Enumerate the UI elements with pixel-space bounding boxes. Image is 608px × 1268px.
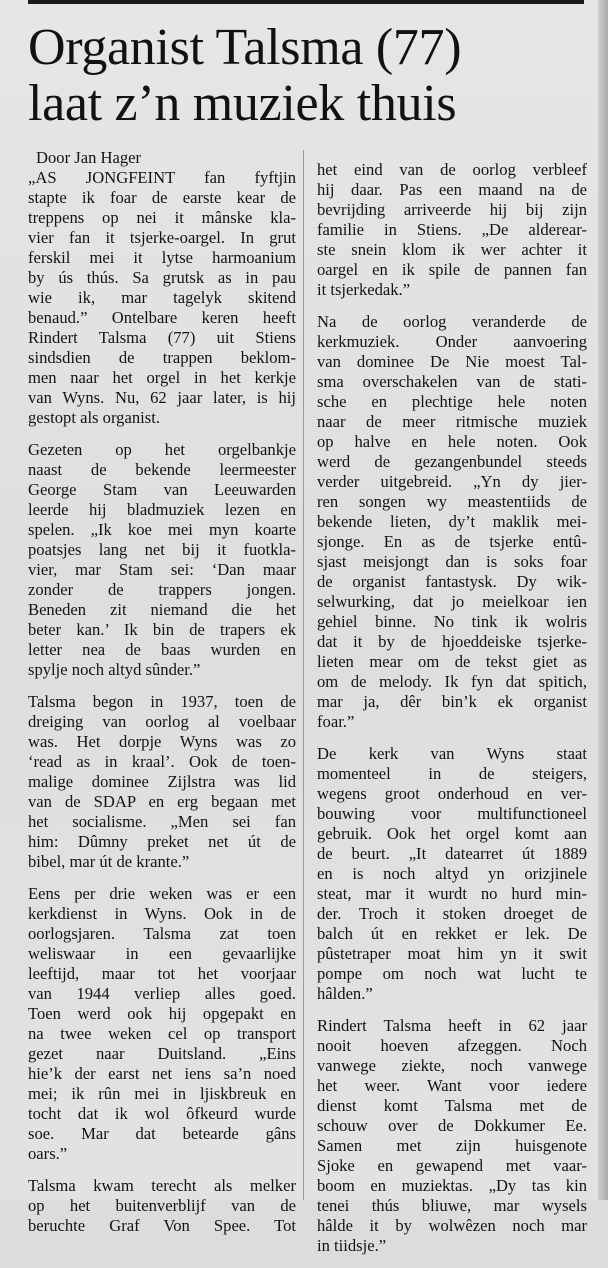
text-line: gestopt als organist.: [28, 408, 160, 427]
text-line: het eind van de oorlog verbleef: [317, 160, 587, 179]
text-line: him: Dûmny preket net út de: [28, 832, 296, 851]
text-line: om de melody. Ik fyn dat spitich,: [317, 672, 587, 691]
text-line: oars.”: [28, 1144, 68, 1163]
text-line: soe. Mar dat betearde gâns: [28, 1124, 296, 1143]
text-line: sjast meisjongt dan is soks foar: [317, 552, 587, 571]
column-divider: [303, 150, 304, 1200]
text-line: bekende lieten, dy’t maklik mei-: [317, 512, 587, 531]
byline: Door Jan Hager: [36, 148, 142, 167]
text-line: oorlogsjaren. Talsma zat toen: [28, 924, 296, 943]
text-line: oargel en ik spile de pannen fan: [317, 260, 587, 279]
text-line: de organist fantastysk. Dy wik-: [317, 572, 587, 591]
text-line: verder uitgebreid. „Yn dy jier-: [317, 472, 587, 491]
text-line: zonder de trappers jongen.: [28, 580, 296, 599]
text-line: hie’k der earst net iens sa’n noed: [28, 1064, 296, 1083]
paragraph: [28, 692, 296, 872]
text-line: in tiidsje.”: [317, 1236, 387, 1255]
text-line: Sjoke en gewapend met vaar-: [317, 1156, 587, 1175]
text-line: bibel, mar út de krante.”: [28, 852, 190, 871]
text-line: dienst komt Talsma met de: [317, 1096, 587, 1115]
text-line: hij daar. Pas een maand na de: [317, 180, 587, 199]
right-column: [317, 160, 587, 1268]
headline: [28, 20, 588, 132]
text-line: men naar het orgel in het kerkje: [28, 368, 296, 387]
text-line: hâlden.”: [317, 984, 373, 1003]
text-line: naast de bekende leermeester: [28, 460, 296, 479]
text-line: gebruik. Ook het orgel komt aan: [317, 824, 587, 843]
paragraph: [317, 1016, 587, 1256]
text-line: sindsdien de trappen beklom-: [28, 348, 296, 367]
headline-line-2: laat z’n muziek thuis: [28, 75, 457, 132]
text-line: vier, mar Stam sei: ‘Dan maar: [28, 560, 296, 579]
text-line: leeftijd, maar tot het voorjaar: [28, 964, 296, 983]
text-line: naar de meer ritmische muziek: [317, 412, 587, 431]
text-line: mar ja, dêr bin’k ek organist: [317, 692, 587, 711]
text-line: Talsma begon in 1937, toen de: [28, 692, 296, 711]
paragraph: [317, 160, 587, 300]
text-line: ‘read as in kraal’. Ook de toen-: [28, 752, 296, 771]
text-line: letter nea de baas wurden en: [28, 640, 296, 659]
text-line: ferskil mei it lytse harmoanium: [28, 248, 296, 267]
text-line: werd de gezangenbundel steeds: [317, 452, 587, 471]
text-line: spylje noch altyd sûnder.”: [28, 660, 201, 679]
paragraph: [28, 440, 296, 680]
text-line: gehiel binne. No tink ik wolris: [317, 612, 587, 631]
text-line: beruchte Graf Von Spee. Tot: [28, 1216, 296, 1235]
text-line: foar.”: [317, 712, 355, 731]
text-line: familie in Stiens. „De alderear-: [317, 220, 587, 239]
text-line: boom en muziektas. „Dy tas kin: [317, 1176, 587, 1195]
text-line: bevrijding arriveerde hij bij zijn: [317, 200, 587, 219]
text-line: kerkdienst in Wyns. Ook in de: [28, 904, 296, 923]
text-line: it tsjerkedak.”: [317, 280, 411, 299]
text-line: mei; ik rûn mei in ljiskbreuk en: [28, 1084, 296, 1103]
text-line: Samen met zijn huisgenote: [317, 1136, 587, 1155]
text-line: na twee weken cel op transport: [28, 1024, 296, 1043]
headline-line-1: Organist Talsma (77): [28, 19, 462, 76]
text-line: selwurking, dat jo meielkoar ien: [317, 592, 587, 611]
text-line: van de SDAP en erg begaan met: [28, 792, 296, 811]
text-line: „AS JONGFEINT fan fyftjin: [28, 168, 296, 187]
text-line: sche en plechtige hele noten: [317, 392, 587, 411]
text-line: spelen. „Ik koe mei myn koarte: [28, 520, 296, 539]
text-line: wegens groot onderhoud en ver-: [317, 784, 587, 803]
text-line: Na de oorlog veranderde de: [317, 312, 587, 331]
clipping-edge: [598, 0, 608, 1200]
text-line: Talsma kwam terecht als melker: [28, 1176, 296, 1195]
text-line: tocht dat ik wol ôfkeurd wurde: [28, 1104, 296, 1123]
text-line: Beneden zit niemand die het: [28, 600, 296, 619]
paragraph: [28, 884, 296, 1164]
text-line: poatsjes lang net bij it fuotkla-: [28, 540, 296, 559]
text-line: by ús thús. Sa grutsk as in pau: [28, 268, 296, 287]
text-line: malige dominee Zijlstra was lid: [28, 772, 296, 791]
text-line: sma overschakelen van de stati-: [317, 372, 587, 391]
left-column: [28, 148, 296, 1235]
text-line: van dominee De Nie moest Tal-: [317, 352, 587, 371]
text-line: balch út en rekket er lek. De: [317, 924, 587, 943]
text-line: nooit hoeven afzeggen. Noch: [317, 1036, 587, 1055]
text-line: vier fan it tsjerke-oargel. In grut: [28, 228, 296, 247]
text-line: pompe om noch wat lucht te: [317, 964, 587, 983]
text-line: benaud.” Ontelbare keren heeft: [28, 308, 296, 327]
text-line: Eens per drie weken was er een: [28, 884, 296, 903]
text-line: van 1944 verliep alles goed.: [28, 984, 296, 1003]
text-line: treppens op nei it mânske kla-: [28, 208, 296, 227]
text-line: schouw over de Dokkumer Ee.: [317, 1116, 587, 1135]
text-line: Toen werd ook hij opgepakt en: [28, 1004, 296, 1023]
text-line: het socialisme. „Men sei fan: [28, 812, 296, 831]
paragraph: [317, 744, 587, 1004]
text-line: van Wyns. Nu, 62 jaar later, is hij: [28, 388, 296, 407]
paragraph: [28, 1176, 296, 1235]
text-line: Rindert Talsma (77) uit Stiens: [28, 328, 296, 347]
text-line: bouwing voor multifunctioneel: [317, 804, 587, 823]
text-line: pûstetraper moat him yn it swit: [317, 944, 587, 963]
text-line: hâlde it by wolwêzen noch mar: [317, 1216, 587, 1235]
text-line: George Stam van Leeuwarden: [28, 480, 296, 499]
text-line: op het buitenverblijf van de: [28, 1196, 296, 1215]
text-line: dreiging van oorlog al voelbaar: [28, 712, 296, 731]
text-line: weliswaar in een gevaarlijke: [28, 944, 296, 963]
text-line: ste snein klom ik wer achter it: [317, 240, 587, 259]
text-line: kerkmuziek. Onder aanvoering: [317, 332, 587, 351]
text-line: lieten mear om de tekst giet as: [317, 652, 587, 671]
text-line: der. Troch it stoken droeget de: [317, 904, 587, 923]
paragraph: [28, 168, 296, 428]
text-line: wie ik, mar tagelyk skitend: [28, 288, 296, 307]
text-line: steat, mar it wurdt no hurd min-: [317, 884, 587, 903]
text-line: dat it by de hjoeddeiske tsjerke-: [317, 632, 587, 651]
text-line: leerde hij bladmuziek lezen en: [28, 500, 296, 519]
text-line: beter kan.’ Ik bin de trapers ek: [28, 620, 296, 639]
text-line: stapte ik foar de earste kear de: [28, 188, 296, 207]
text-line: Rindert Talsma heeft in 62 jaar: [317, 1016, 587, 1035]
text-line: de beurt. „It datearret út 1889: [317, 844, 587, 863]
text-line: tenei thús bliuwe, mar wysels: [317, 1196, 587, 1215]
text-line: momenteel in de steigers,: [317, 764, 587, 783]
text-line: vanwege ziekte, noch vanwege: [317, 1056, 587, 1075]
text-line: ren songen wy meastentiids de: [317, 492, 587, 511]
text-line: Gezeten op het orgelbankje: [28, 440, 296, 459]
text-line: sjonge. En as de tsjerke entû-: [317, 532, 587, 551]
text-line: en is noch altyd yn orizjinele: [317, 864, 587, 883]
top-rule: [28, 0, 584, 4]
text-line: op halve en hele noten. Ook: [317, 432, 587, 451]
text-line: was. Het dorpje Wyns was zo: [28, 732, 296, 751]
text-line: het weer. Want voor iedere: [317, 1076, 587, 1095]
paragraph: [317, 312, 587, 732]
text-line: gezet naar Duitsland. „Eins: [28, 1044, 296, 1063]
text-line: De kerk van Wyns staat: [317, 744, 587, 763]
